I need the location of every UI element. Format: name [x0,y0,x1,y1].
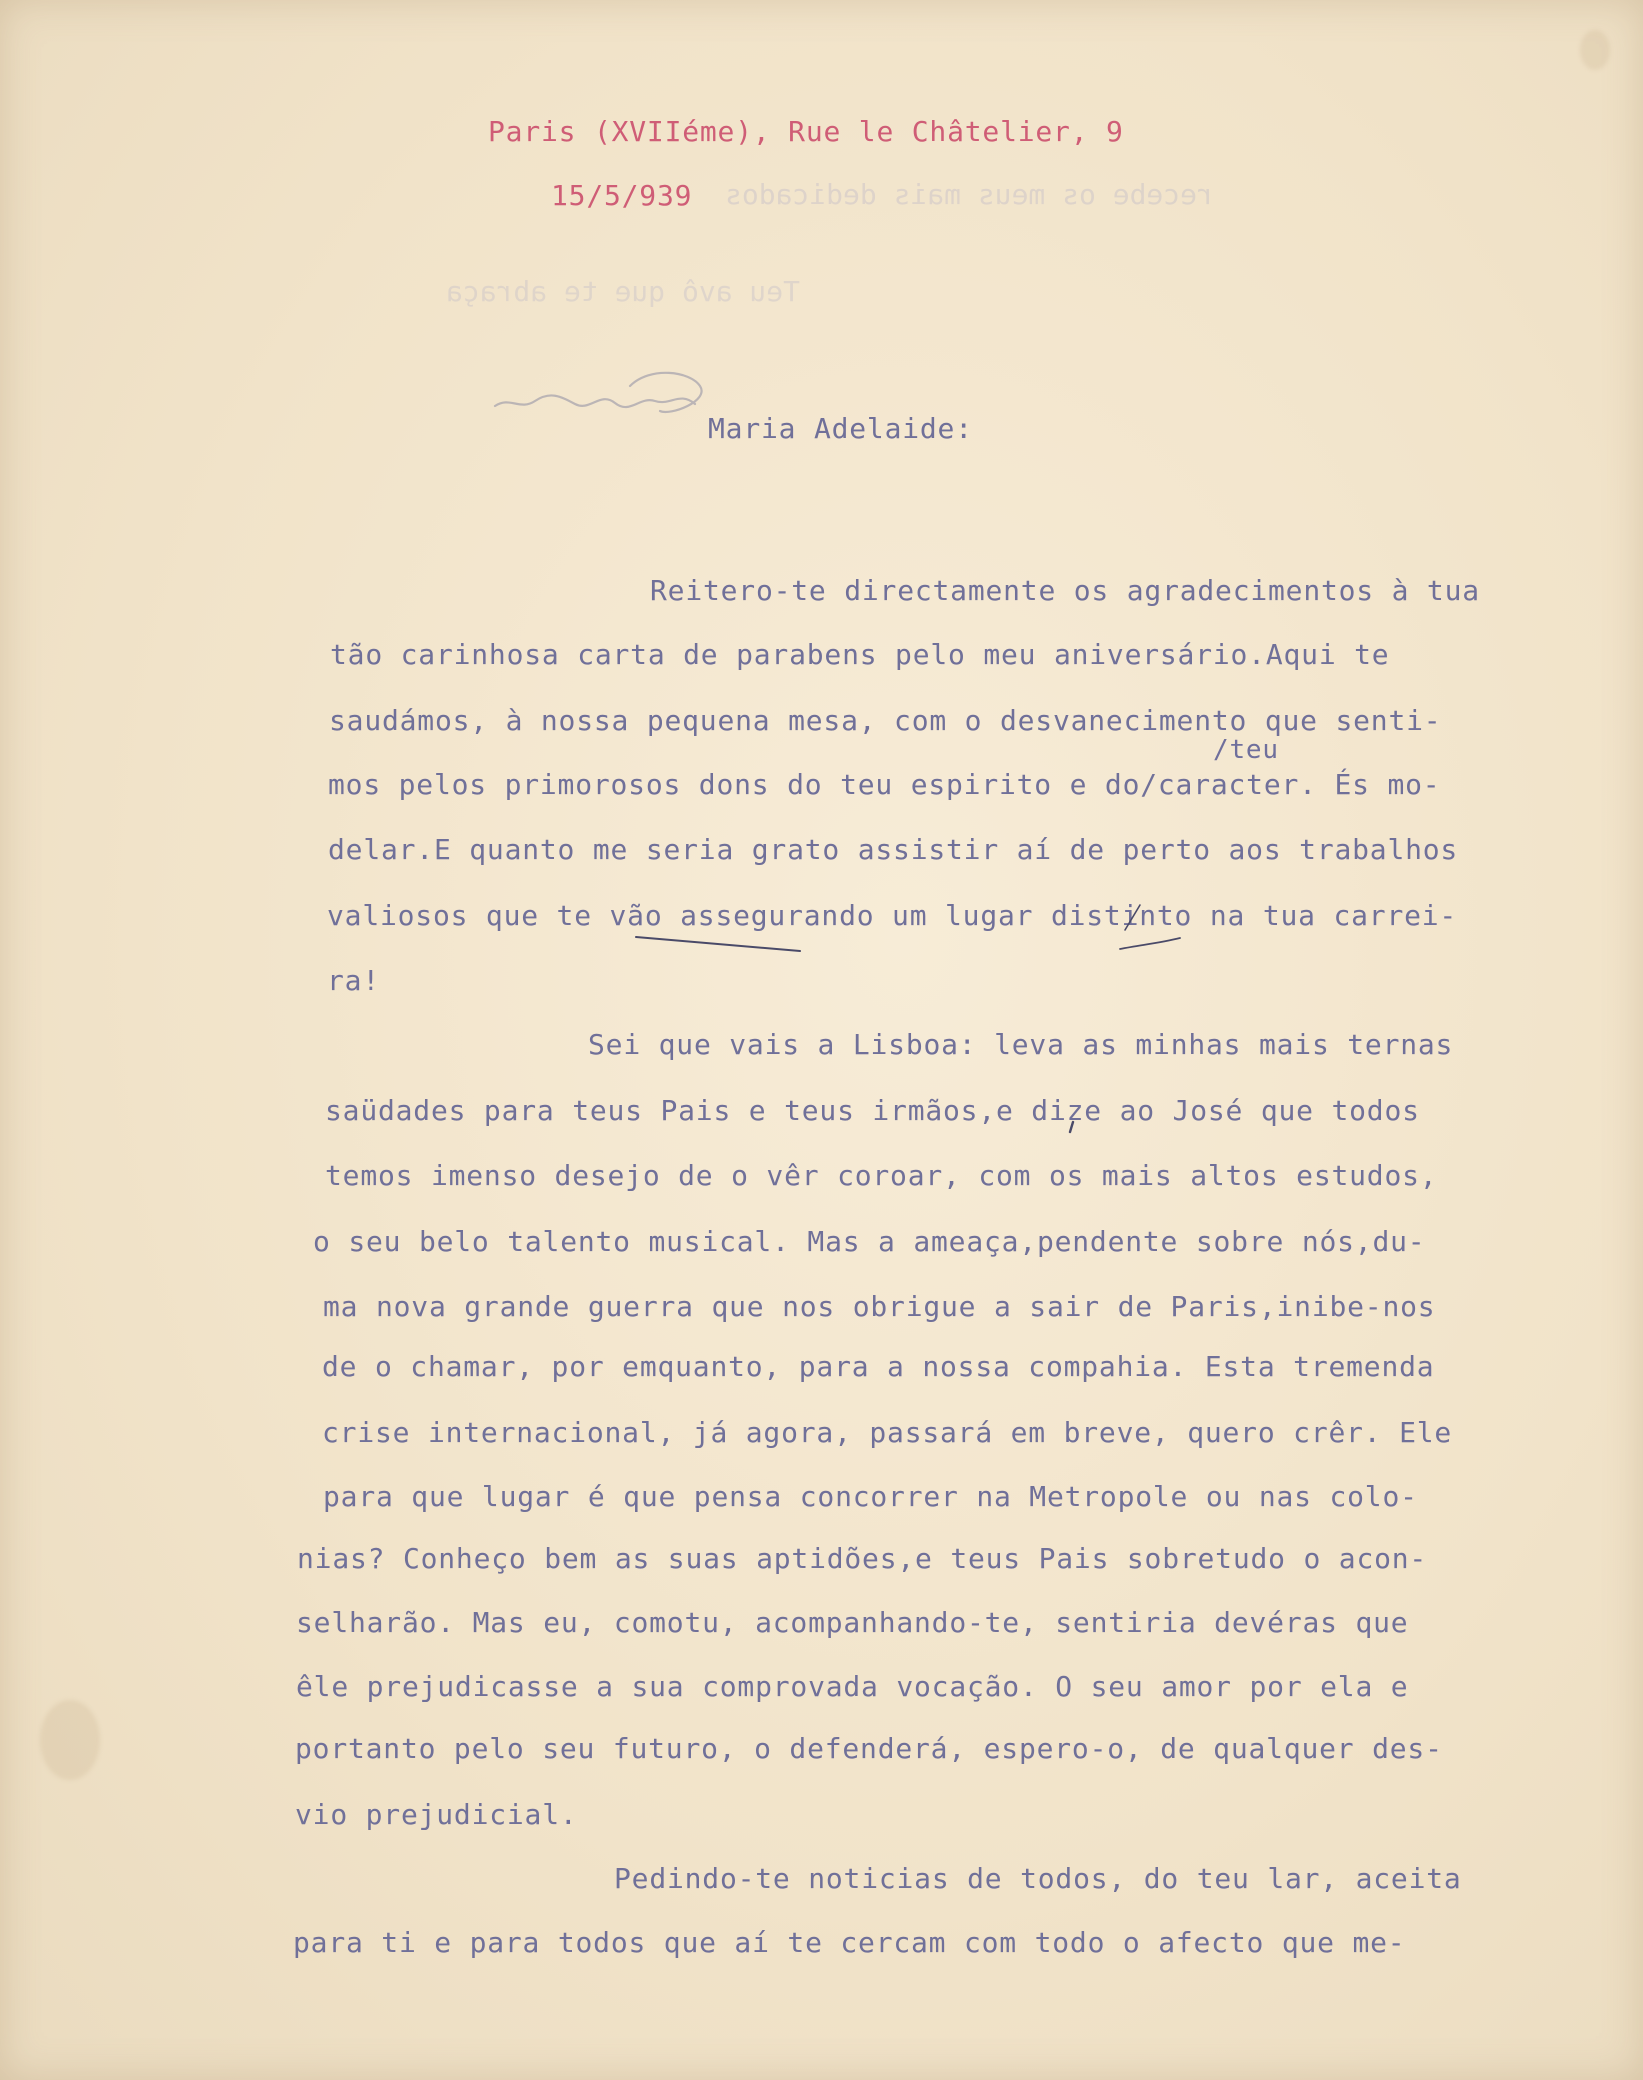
letter-line-7: ra! [327,964,380,997]
letter-line-4: mos pelos primorosos dons do teu espirito e do/caracter. És mo- [328,768,1441,801]
letter-line-1: Reitero-te directamente os agradecimentos à tua [650,574,1480,607]
letter-line-6: valiosos que te vão assegurando um lugar distinto na tua carrei- [327,899,1458,932]
letter-line-14: crise internacional, já agora, passará em breve, quero crêr. Ele [322,1416,1453,1449]
letter-line-21: Pedindo-te noticias de todos, do teu lar, aceita [614,1862,1462,1895]
letter-line-5: delar.E quanto me seria grato assistir aí de perto aos trabalhos [328,833,1459,866]
bleed-through-line-2: Teu avô que te abraça [446,275,801,308]
letter-line-12: ma nova grande guerra que nos obrigue a sair de Paris,inibe-nos [323,1290,1436,1323]
letter-date: 15/5/939 [551,179,693,212]
paper-stain [40,1700,100,1780]
letter-line-15: para que lugar é que pensa concorrer na Metropole ou nas colo- [323,1480,1418,1513]
paper-stain [1580,30,1610,70]
letter-line-2: tão carinhosa carta de parabens pelo meu aniversário.Aqui te [330,638,1390,671]
letter-insertion: /teu [1213,735,1279,765]
letter-salutation: Maria Adelaide: [708,412,973,445]
letter-line-3: saudámos, à nossa pequena mesa, com o desvanecimento que senti- [329,704,1442,737]
letter-line-16: nias? Conheço bem as suas aptidões,e teus Pais sobretudo o acon- [297,1542,1428,1575]
bleed-through-line-1: recebe os meus mais dedicados [725,178,1214,211]
letter-line-9: saüdades para teus Pais e teus irmãos,e dize ao José que todos [325,1094,1420,1127]
letter-address: Paris (XVIIéme), Rue le Châtelier, 9 [488,115,1124,148]
letter-line-11: o seu belo talento musical. Mas a ameaça,pendente sobre nós,du- [313,1225,1426,1258]
letter-line-17: selharão. Mas eu, comotu, acompanhando-te, sentiria devéras que [296,1606,1409,1639]
letter-line-19: portanto pelo seu futuro, o defenderá, espero-o, de qualquer des- [295,1732,1443,1765]
letter-line-22: para ti e para todos que aí te cercam com todo o afecto que me- [293,1926,1406,1959]
letter-line-8: Sei que vais a Lisboa: leva as minhas mais ternas [588,1028,1454,1061]
letter-line-10: temos imenso desejo de o vêr coroar, com os mais altos estudos, [325,1159,1438,1192]
letter-line-20: vio prejudicial. [295,1798,578,1831]
letter-line-13: de o chamar, por emquanto, para a nossa compahia. Esta tremenda [322,1350,1435,1383]
letter-line-18: êle prejudicasse a sua comprovada vocação. O seu amor por ela e [296,1670,1409,1703]
